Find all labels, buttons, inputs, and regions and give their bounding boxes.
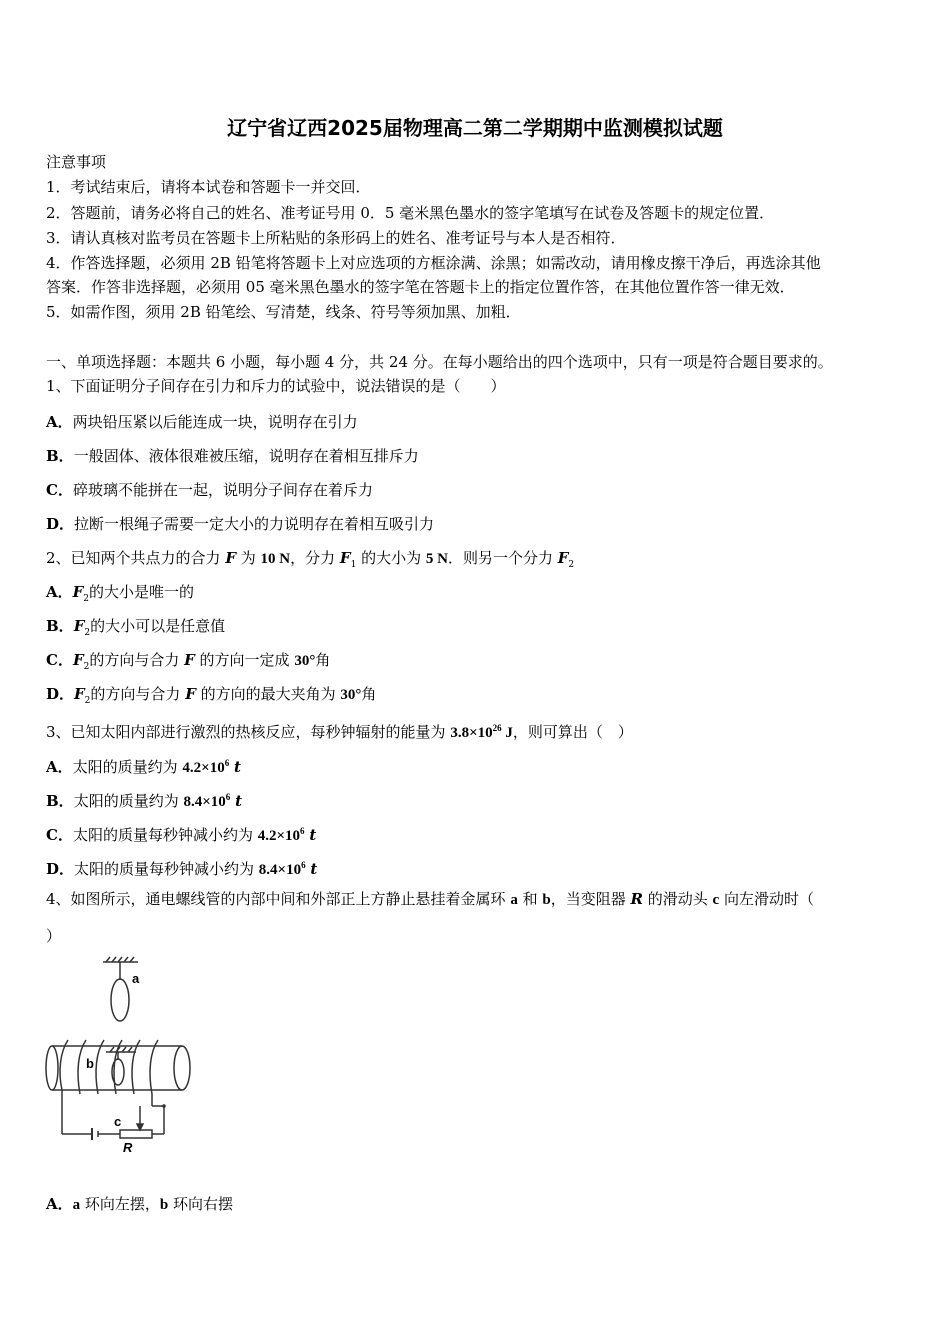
page-title: 辽宁省辽西2025届物理高二第二学期期中监测模拟试题 bbox=[227, 116, 723, 140]
q1-option-c bbox=[46, 480, 373, 500]
section-heading: 一、单项选择题：本题共 6 小题，每小题 4 分，共 24 分。在每小题给出的四个选项中，只有一项是符合题目要求的。 bbox=[46, 353, 833, 371]
q3-option-c: C．太阳的质量每秒钟减小约为 $4.2\times 10^6$ t bbox=[46, 826, 317, 844]
option-label: A． bbox=[46, 413, 73, 431]
q3-stem: 3、已知太阳内部进行激烈的热核反应，每秒钟辐射的能量为 $3.8\times 10^{26}$ J，则可算出（ ） bbox=[46, 723, 633, 741]
notice-item-4-cont: 答案．作答非选择题，必须用 05 毫米黑色墨水的签字笔在答题卡上的指定位置作答，在其他位置作答一律无效． bbox=[46, 278, 795, 296]
q3-option-b: B．太阳的质量约为 $8.4\times 10^6$ t bbox=[46, 792, 242, 810]
option-label: C． bbox=[46, 481, 73, 499]
q2-option-d: D．$F_2$的方向与合力 F 的方向的最大夹角为 30°角 bbox=[46, 685, 377, 706]
q2-option-a: A．$F_2$的大小是唯一的 bbox=[46, 583, 195, 604]
option-text: 拉断一根绳子需要一定大小的力说明存在着相互吸引力 bbox=[74, 515, 435, 533]
label-c: c bbox=[114, 1114, 122, 1129]
q1-option-b bbox=[46, 446, 419, 466]
q4-stem: 4、如图所示，通电螺线管的内部中间和外部正上方静止悬挂着金属环 a 和 b，当变阻器 R 的滑动头 c 向左滑动时（ bbox=[46, 890, 814, 908]
option-text: 碎玻璃不能拼在一起，说明分子间存在着斥力 bbox=[72, 481, 373, 499]
notice-item-1: 1．考试结束后，请将本试卷和答题卡一并交回． bbox=[46, 178, 371, 196]
q4-option-a: A．a 环向左摆，b 环向右摆 bbox=[46, 1195, 234, 1213]
option-text: 两块铅压紧以后能连成一块，说明存在引力 bbox=[72, 413, 358, 431]
q4-stem-cont: ） bbox=[46, 927, 62, 945]
q2-stem: 2、已知两个共点力的合力 F 为 10 N，分力 $F_1$ 的大小为 5 N．则另一个分力 $F_2$ bbox=[46, 549, 575, 570]
q3-option-a: A．太阳的质量约为 $4.2\times 10^6$ t bbox=[46, 758, 241, 776]
q1-stem: 1、下面证明分子间存在引力和斥力的试验中，说法错误的是（ ） bbox=[46, 377, 506, 395]
notice-item-2: 2．答题前，请务必将自己的姓名、准考证号用 0．5 毫米黑色墨水的签字笔填写在试卷及答题卡的规定位置． bbox=[46, 204, 775, 222]
q3-option-d: D．太阳的质量每秒钟减小约为 $8.4\times 10^6$ t bbox=[46, 860, 318, 878]
label-b: b bbox=[86, 1056, 94, 1071]
notice-item-4: 4．作答选择题，必须用 2B 铅笔将答题卡上对应选项的方框涂满、涂黑；如需改动，请用橡皮擦干净后，再选涂其他 bbox=[46, 254, 821, 272]
q1-option-a bbox=[46, 412, 358, 432]
notice-item-5: 5．如需作图，须用 2B 铅笔绘、写清楚，线条、符号等须加黑、加粗． bbox=[46, 303, 521, 321]
q2-option-c: C．$F_2$的方向与合力 F 的方向一定成 30°角 bbox=[46, 651, 331, 672]
option-label: D． bbox=[46, 515, 75, 533]
notice-heading: 注意事项 bbox=[46, 153, 107, 171]
label-r: R bbox=[123, 1140, 133, 1155]
q1-option-d bbox=[46, 514, 434, 534]
notice-item-3: 3．请认真核对监考员在答题卡上所粘贴的条形码上的姓名、准考证号与本人是否相符． bbox=[46, 229, 626, 247]
option-label: B． bbox=[46, 447, 74, 465]
q2-option-b: B．$F_2$的大小可以是任意值 bbox=[46, 617, 226, 638]
label-a: a bbox=[132, 971, 140, 986]
solenoid-circuit-figure bbox=[40, 952, 200, 1162]
option-text: 一般固体、液体很难被压缩，说明存在着相互排斥力 bbox=[73, 447, 419, 465]
